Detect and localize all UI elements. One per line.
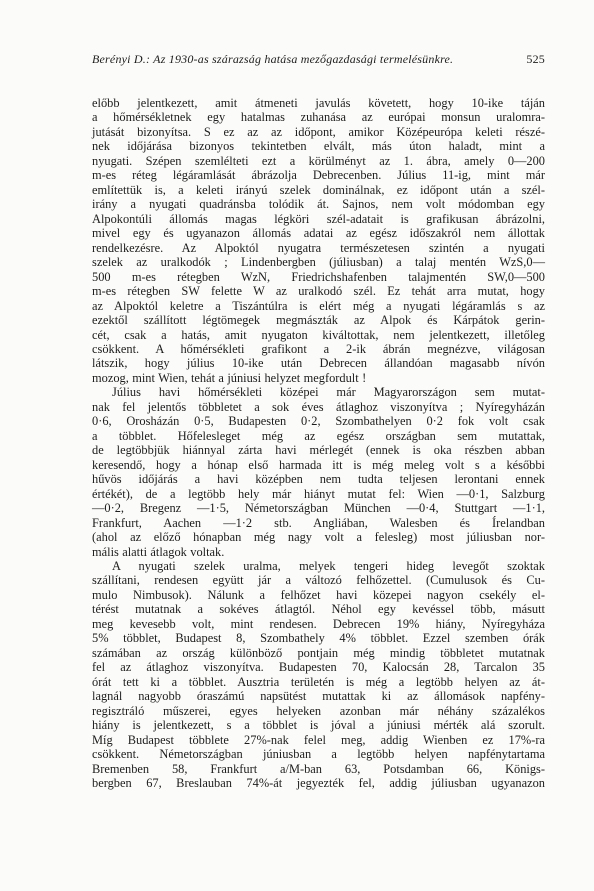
text-line: —0·2, Bregenz —1·5, Németországban München —0·4, Stuttgart —1·1, bbox=[92, 501, 545, 516]
text-line: lagnál nagyobb óraszámú napsütést mutattak ki az állomások napfény- bbox=[92, 689, 545, 704]
text-line: csökkent. Németországban júniusban a legtöbb helyen napfénytartama bbox=[92, 747, 545, 762]
body-text bbox=[92, 96, 545, 791]
text-line: meg kevesebb volt, mint rendesen. Debrecen 19% hiány, Nyíregyháza bbox=[92, 616, 545, 631]
text-line: de legtöbbjük hiánnyal zárta havi mérlegét (ennek is oka részben abban bbox=[92, 443, 545, 458]
text-line: irány a nyugati quadránsba tolódik át. Sajnos, nem volt módomban egy bbox=[92, 197, 545, 212]
text-line: nyugati. Szépen szemlélteti ezt a körülményt az 1. ábra, amely 0—200 bbox=[92, 153, 545, 168]
text-line: csökkent. A hőmérsékleti grafikont a 2-ik ábrán megnézve, világosan bbox=[92, 341, 545, 356]
text-line: előbb jelentkezett, amit átmeneti javulás követett, hogy 10-ike táján bbox=[92, 96, 545, 110]
text-line: látszik, hogy július 10-ike után Debrecen állandóan magasabb nívón bbox=[92, 356, 545, 371]
text-line: rendelkezésre. Az Alpoktól nyugatra természetesen szintén a nyugati bbox=[92, 240, 545, 255]
text-line: jutását bizonyítsa. S ez az az időpont, amikor Középeurópa keleti részé- bbox=[92, 124, 545, 139]
text-line: a többlet. Hőfelesleget még az egész országban sem mutattak, bbox=[92, 428, 545, 443]
text-line: órát tett ki a többlet. Ausztria területén is még a legtöbb helyen az át- bbox=[92, 674, 545, 689]
text-line: hiány is jelentkezett, s a többlet is jóval a júniusi mérték alá szorult. bbox=[92, 718, 545, 733]
text-line: ezektől szállított légtömegek megmászták az Alpok és Kárpátok gerin- bbox=[92, 313, 545, 328]
text-line: 500 m-es rétegben WzN, Friedrichshafenben talajmentén SW,0—500 bbox=[92, 269, 545, 284]
text-line: nak fel jelentős többletet a sok éves átlaghoz viszonyítva ; Nyíregyházán bbox=[92, 399, 545, 414]
text-line: fel az átlaghoz viszonyítva. Budapesten 70, Kalocsán 28, Tarcalon 35 bbox=[92, 660, 545, 675]
text-line: (ahol az előző hónapban még nagy volt a felesleg) most júliusban nor- bbox=[92, 530, 545, 545]
text-line: m-es réteg légáramlását ábrázolja Debrecenben. Július 11-ig, mint már bbox=[92, 168, 545, 183]
text-line: mulo Nimbusok). Nálunk a felhőzet havi közepei nagyon csekély el- bbox=[92, 587, 545, 602]
running-head bbox=[92, 52, 545, 70]
text-line: Míg Budapest többlete 27%-nak felel meg, addig Wienben ez 17%-ra bbox=[92, 732, 545, 747]
text-line: Július havi hőmérsékleti középei már Magyarországon sem mutat- bbox=[112, 385, 545, 400]
text-line: említettük is, a keleti irányú szelek dominálnak, ez időpont után a szél- bbox=[92, 182, 545, 197]
text-line: Bremenben 58, Frankfurt a/M-ban 63, Potsdamban 66, Königs- bbox=[92, 761, 545, 776]
text-line: térést mutatnak a sokéves átlagtól. Néhol egy kevéssel több, másutt bbox=[92, 602, 545, 617]
text-line: 0·6, Orosházán 0·5, Budapesten 0·2, Szombathelyen 0·2 fok volt csak bbox=[92, 414, 545, 429]
text-line: értékét), de a legtöbb hely már hiányt mutat fel: Wien —0·1, Salzburg bbox=[92, 486, 545, 501]
running-head-title: Berényi D.: Az 1930-as szárazság hatása mezőgazdasági termelésünkre. bbox=[92, 52, 454, 66]
text-line: Alpokontúli állomás magas légköri szél-adatait is grafikusan ábrázolni, bbox=[92, 211, 545, 226]
text-line: A nyugati szelek uralma, melyek tengeri hideg levegőt szoktak bbox=[112, 559, 545, 573]
text-line: mivel egy és ugyanazon állomás adatai az egész időszakról nem állottak bbox=[92, 226, 545, 241]
text-line: nek időjárása bizonyos tekintetben elvált, más úton haladt, mint a bbox=[92, 139, 545, 154]
page-number: 525 bbox=[526, 52, 545, 66]
text-line: regisztráló műszerei, egyes helyeken azonban már néhány százalékos bbox=[92, 703, 545, 718]
text-line: szelek az uralkodók ; Lindenbergben (júliusban) a talaj mentén WzS,0— bbox=[92, 255, 545, 270]
text-line: bergben 67, Breslauban 74%-át jegyezték fel, addig júliusban ugyanazon bbox=[92, 776, 545, 791]
text-line: számában az ország különböző pontjain még mindig többletet mutatnak bbox=[92, 645, 545, 660]
text-line: hűvös időjárás a havi középben nem tudta teljesen lerontani ennek bbox=[92, 472, 545, 487]
text-line: a hőmérsékletnek egy hatalmas zuhanása az európai monsun uralomra- bbox=[92, 110, 545, 125]
text-line: Frankfurt, Aachen —1·2 stb. Angliában, Walesben és Írelandban bbox=[92, 515, 545, 530]
text-line: keresendő, hogy a hónap első harmada itt is még meleg volt s a későbbi bbox=[92, 457, 545, 472]
text-line: szállítani, rendesen együtt jár a változó felhőzettel. (Cumulusok és Cu- bbox=[92, 573, 545, 588]
text-line: mozog, mint Wien, tehát a júniusi helyzet megfordult ! bbox=[92, 370, 367, 385]
text-line: 5% többlet, Budapest 8, Szombathely 4% többlet. Ezzel szemben órák bbox=[92, 631, 545, 646]
text-line: az Alpoktól keletre a Tiszántúlra is elért még a nyugati légáramlás s az bbox=[92, 298, 545, 313]
text-line: mális alatti átlagok voltak. bbox=[92, 544, 225, 559]
text-line: m-es rétegben SW felette W az uralkodó szél. Ez tehát arra mutat, hogy bbox=[92, 284, 545, 299]
text-line: cét, csak a hatás, amit nyugaton kiváltottak, nem jelentkezett, illetőleg bbox=[92, 327, 545, 342]
